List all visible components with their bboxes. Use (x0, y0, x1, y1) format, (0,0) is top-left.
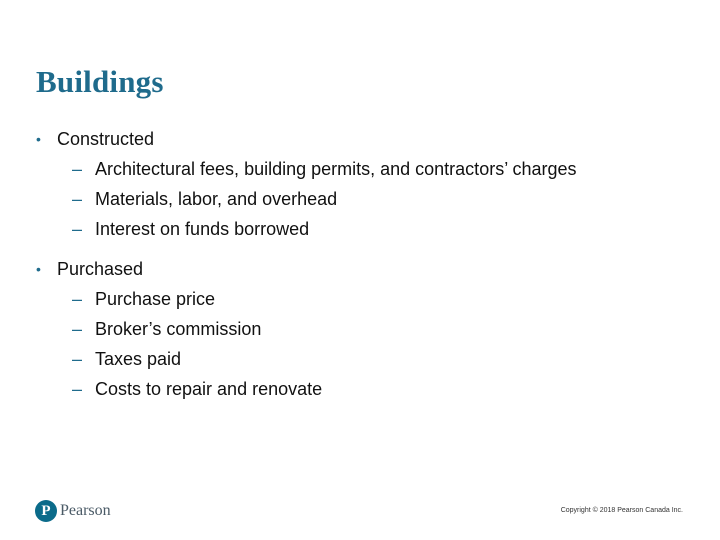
slide-title: Buildings (36, 64, 164, 99)
bullet-icon: • (36, 261, 41, 277)
dash-icon: – (72, 289, 83, 309)
sub-bullet-item (36, 154, 696, 184)
bullet-item (36, 254, 696, 284)
dash-icon: – (72, 319, 83, 339)
pearson-logo-text: Pearson (60, 502, 111, 519)
sub-bullet-text: Materials, labor, and overhead (95, 189, 338, 209)
dash-icon: – (72, 159, 83, 179)
copyright-notice: Copyright © 2018 Pearson Canada Inc. (560, 507, 683, 514)
sub-bullet-item (36, 374, 696, 404)
sub-bullet-item (36, 284, 696, 314)
dash-icon: – (72, 219, 83, 239)
sub-bullet-text: Costs to repair and renovate (95, 379, 323, 399)
bullet-text: Constructed (57, 129, 155, 149)
sub-bullet-item (36, 344, 696, 374)
sub-bullet-item (36, 214, 696, 244)
sub-bullet-text: Taxes paid (95, 349, 182, 369)
bullet-text: Purchased (57, 259, 144, 279)
dash-icon: – (72, 379, 83, 399)
sub-bullet-text: Interest on funds borrowed (95, 219, 310, 239)
sub-bullet-text: Broker’s commission (95, 319, 262, 339)
bullet-list (36, 124, 696, 414)
bullet-item (36, 124, 696, 154)
pearson-logo (35, 500, 111, 522)
bullet-icon: • (36, 131, 41, 147)
sub-bullet-text: Purchase price (95, 289, 216, 309)
pearson-logo-icon: P (35, 500, 57, 522)
sub-bullet-item (36, 184, 696, 214)
sub-bullet-item (36, 314, 696, 344)
dash-icon: – (72, 349, 83, 369)
bullet-group-purchased (36, 254, 696, 404)
dash-icon: – (72, 189, 83, 209)
sub-bullet-text: Architectural fees, building permits, and contractors’ charges (95, 159, 577, 179)
bullet-group-constructed (36, 124, 696, 244)
